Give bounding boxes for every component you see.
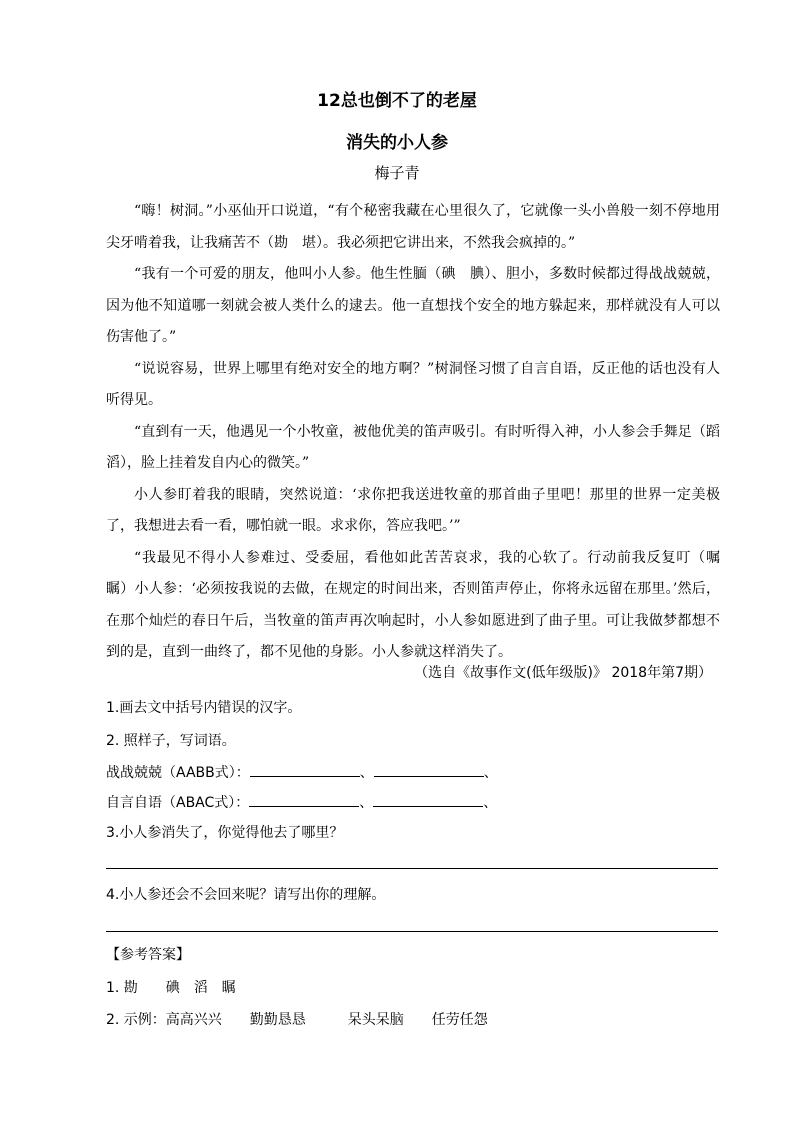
answer-line[interactable]: [106, 931, 718, 932]
answer-key-heading: 【参考答案】: [106, 947, 190, 963]
answer-blank[interactable]: [373, 792, 483, 807]
answer-blank[interactable]: [250, 762, 360, 777]
answer-line[interactable]: [106, 868, 718, 869]
story-title: 消失的小人参: [346, 133, 448, 153]
story-paragraph: “嗨！树洞。”小巫仙开口说道，“有个秘密我藏在心里很久了，它就像一头小兽般一刻不停地用尖牙啃着我，让我痛苦不（勘 堪）。我必须把它讲出来，不然我会疯掉的。”: [106, 203, 720, 251]
separator: 、: [483, 795, 498, 811]
question-1: 1.画去文中括号内错误的汉字。: [106, 700, 302, 716]
story-paragraph: “我有一个可爱的朋友，他叫小人参。他生性腼（碘 腆）、胆小，多数时候都过得战战兢兢，因为他不知道哪一刻就会被人类什么的逮去。他一直想找个安全的地方躲起来，那样就没有人可以伤害他了。”: [106, 266, 720, 345]
question-4: 4.小人参还会不会回来呢？请写出你的理解。: [106, 887, 386, 903]
answer-1: 1. 勘 碘 滔 瞩: [106, 980, 236, 996]
separator: 、: [359, 765, 374, 781]
separator: 、: [483, 765, 498, 781]
question-2: 2. 照样子，写词语。: [106, 733, 236, 749]
question-3: 3.小人参消失了，你觉得他去了哪里？: [106, 825, 344, 841]
story-paragraph: “我最见不得小人参难过、受委屈，看他如此苦苦哀求，我的心软了。行动前我反复叮（嘱 瞩）小人参：‘必须按我说的去做，在规定的时间出来，否则笛声停止，你将永远留在那里。’然后，在那个灿烂的春日午后，当牧童的笛声再次响起时，小人参如愿进到了曲子里。可让我做梦都想不到的是，直到一曲终了，都不见他的身影。小人参就这样消失了。: [106, 549, 734, 660]
answer-blank[interactable]: [249, 792, 359, 807]
story-source: （选自《故事作文(低年级版)》 2018年第7期）: [414, 665, 712, 681]
story-author: 梅子青: [374, 164, 420, 182]
question-2a-label: 战战兢兢（AABB式）：: [106, 765, 250, 781]
story-paragraph: “直到有一天，他遇见一个小牧童，被他优美的笛声吸引。有时听得入神，小人参会手舞足（蹈 滔），脸上挂着发自内心的微笑。”: [106, 423, 734, 471]
question-2b-row: [106, 792, 497, 812]
answer-blank[interactable]: [374, 762, 484, 777]
question-2b-label: 自言自语（ABAC式）：: [106, 795, 250, 811]
story-paragraph: 小人参盯着我的眼睛，突然说道：‘求你把我送进牧童的那首曲子里吧！那里的世界一定美极了，我想进去看一看，哪怕就一眼。求求你，答应我吧。’”: [106, 486, 720, 534]
separator: 、: [359, 795, 374, 811]
story-body: [106, 196, 734, 669]
story-paragraph: “说说容易，世界上哪里有绝对安全的地方啊？”树洞怪习惯了自言自语，反正他的话也没有人听得见。: [106, 360, 720, 408]
question-2a-row: [106, 762, 498, 782]
answer-2: 2. 示例：高高兴兴 勤勤恳恳 呆头呆脑 任劳任怨: [106, 1012, 488, 1028]
lesson-title: 12总也倒不了的老屋: [317, 91, 477, 111]
